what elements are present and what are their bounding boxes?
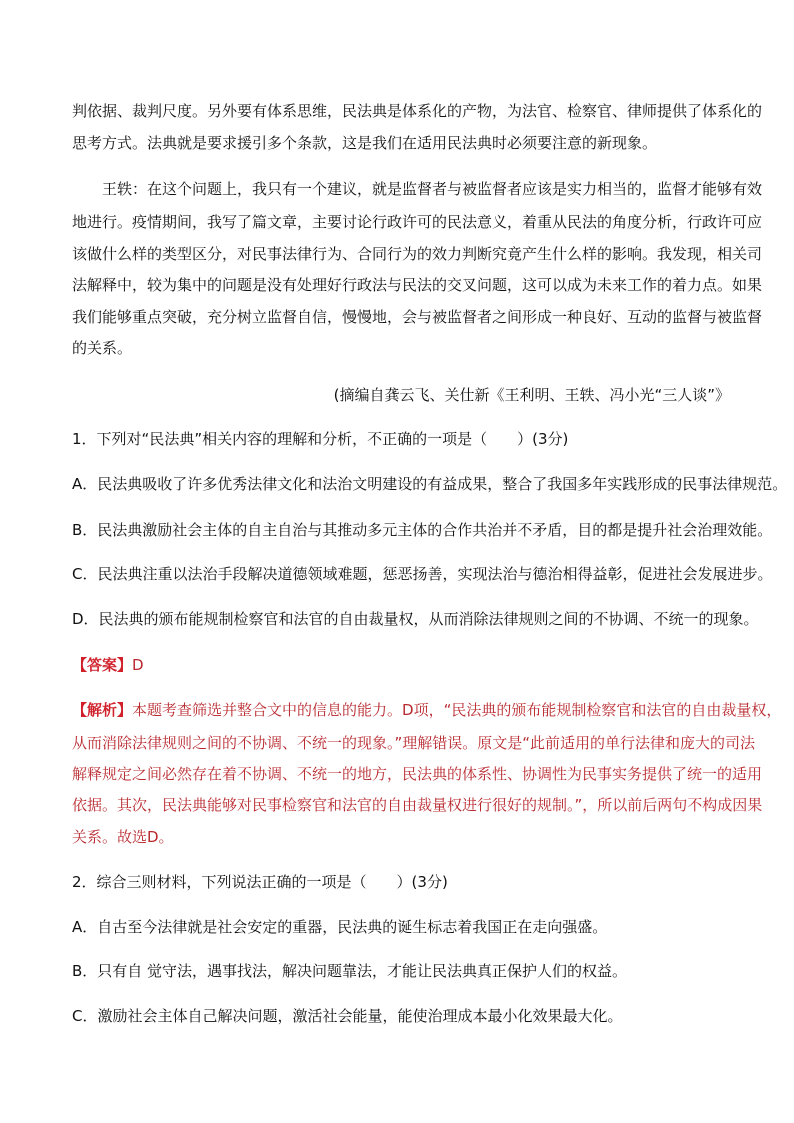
analysis-line	[72, 693, 782, 727]
passage-line: 的关系。	[72, 339, 133, 357]
passage-line: 法解释中，较为集中的问题是没有处理好行政法与民法的交叉问题，这可以成为未来工作的着力点。如果	[72, 276, 763, 294]
passage-line: 思考方式。法典就是要求援引多个条款，这是我们在适用民法典时必须要注意的新现象。	[72, 134, 658, 152]
question1-stem: 1．下列对“民法典”相关内容的理解和分析，不正确的一项是（ ）(3分)	[72, 430, 569, 448]
question2-stem: 2．综合三则材料，下列说法正确的一项是（ ）(3分)	[72, 873, 448, 891]
answer-value: D	[132, 656, 144, 674]
passage-line: 地进行。疫情期间，我写了篇文章，主要讨论行政许可的民法意义，着重从民法的角度分析，行政许可应	[72, 213, 763, 231]
analysis-line: 解释规定之间必然存在着不协调、不统一的地方，民法典的体系性、协调性为民事实务提供了统一的适用	[72, 765, 763, 783]
analysis-text: 本题考查筛选并整合文中的信息的能力。D项，“民法典的颁布能规制检察官和法官的自由裁量权，	[132, 701, 782, 719]
question2-option-b: B．只有自 觉守法，遇事找法，解决问题靠法，才能让民法典真正保护人们的权益。	[72, 962, 628, 980]
source-citation: (摘编自龚云飞、关仕新《王利明、王轶、冯小光“三人谈”》	[333, 386, 730, 404]
answer-label: 【答案】	[72, 656, 133, 674]
answer-line	[72, 648, 730, 682]
analysis-line: 关系。故选D。	[72, 828, 174, 846]
passage-line: 我们能够重点突破，充分树立监督自信，慢慢地，会与被监督者之间形成一种良好、互动的监督与被监督	[72, 308, 763, 326]
question2-option-c: C．激励社会主体自己解决问题，激活社会能量，能使治理成本最小化效果最大化。	[72, 1007, 623, 1025]
question1-option-c: C．民法典注重以法治手段解决道德领域难题，惩恶扬善，实现法治与德治相得益彰，促进社会发展进步。	[72, 565, 773, 583]
analysis-line: 从而消除法律规则之间的不协调、不统一的现象。”理解错误。原文是“此前适用的单行法律和庞大的司法	[72, 734, 756, 752]
question1-option-a: A．民法典吸收了许多优秀法律文化和法治文明建设的有益成果，整合了我国多年实践形成的民事法律规范。	[72, 475, 788, 493]
analysis-line: 依据。其次，民法典能够对民事检察官和法官的自由裁量权进行很好的规制。”，所以前后两句不构成因果	[72, 796, 763, 814]
question1-option-b: B．民法典激励社会主体的自主自治与其推动多元主体的合作共治并不矛盾，目的都是提升社会治理效能。	[72, 521, 773, 539]
analysis-label: 【解析】	[72, 701, 133, 719]
passage-line: 该做什么样的类型区分，对民事法律行为、合同行为的效力判断究竟产生什么样的影响。我发现，相关司	[72, 245, 763, 263]
passage-line: 王轶：在这个问题上，我只有一个建议，就是监督者与被监督者应该是实力相当的，监督才能够有效	[102, 180, 763, 198]
passage-line: 判依据、裁判尺度。另外要有体系思维，民法典是体系化的产物，为法官、检察官、律师提供了体系化的	[72, 102, 763, 120]
question2-option-a: A．自古至今法律就是社会安定的重器，民法典的诞生标志着我国正在走向强盛。	[72, 918, 608, 936]
question1-option-d: D．民法典的颁布能规制检察官和法官的自由裁量权，从而消除法律规则之间的不协调、不统一的现象。	[72, 610, 759, 628]
